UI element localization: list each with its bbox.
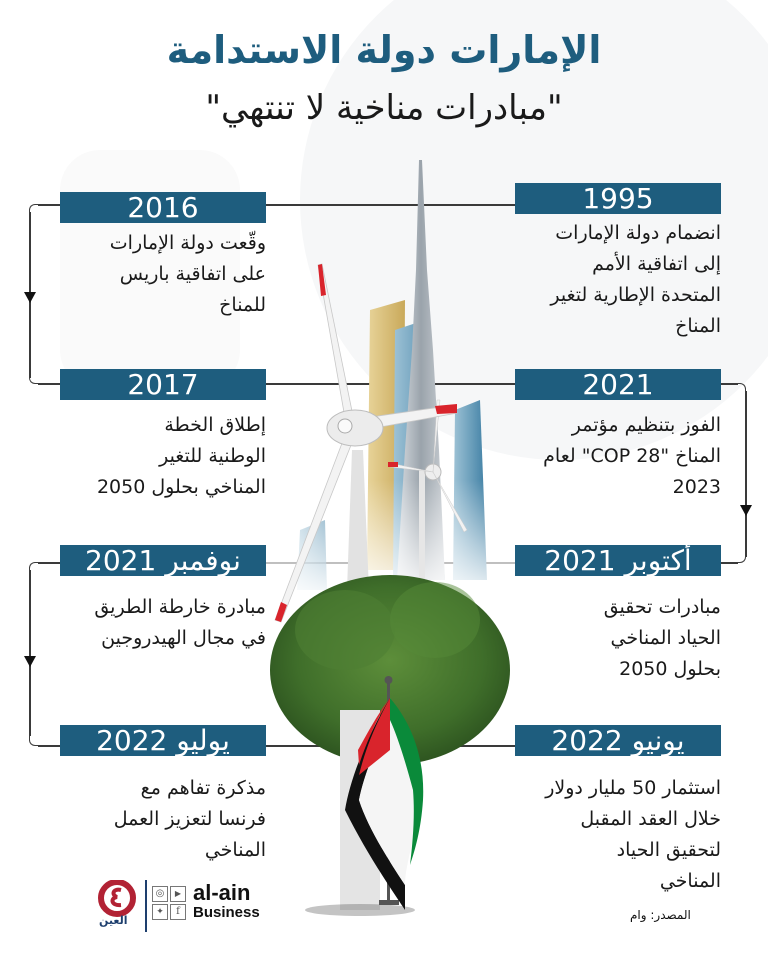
twitter-icon[interactable]: ✦ (152, 904, 168, 920)
page-title: الإمارات دولة الاستدامة (166, 28, 602, 72)
entry-description-november-2021: مبادرة خارطة الطريق في مجال الهيدروجين (94, 596, 266, 649)
year-badge-july-2022: يوليو 2022 (60, 725, 266, 756)
year-badge-june-2022: يونيو 2022 (515, 725, 721, 756)
brand-divider (145, 880, 147, 932)
brand-arabic-name: العين (99, 914, 128, 927)
youtube-icon[interactable]: ▶ (170, 886, 186, 902)
entry-description-october-2021: مبادرات تحقيق الحياد المناخي بحلول 2050 (603, 596, 721, 680)
entry-description-2017: إطلاق الخطة الوطنية للتغير المناخي بحلول 2050 (96, 414, 266, 498)
year-badge-2017: 2017 (60, 369, 266, 400)
page-subtitle: "مبادرات مناخية لا تنتهي" (205, 88, 563, 128)
connector-corner (29, 204, 40, 215)
connector-line (745, 391, 747, 557)
brand-english-subtitle: Business (193, 904, 260, 921)
source-credit: المصدر: وام (630, 908, 691, 922)
facebook-icon[interactable]: f (170, 904, 186, 920)
connector-corner (29, 562, 40, 573)
brand-english-name: al-ain (193, 880, 251, 905)
arrow-down-icon (24, 292, 36, 303)
entry-description-2021: الفوز بتنظيم مؤتمر المناخ "COP 28" لعام 2023 (543, 414, 721, 498)
entry-description-2016: وقّعت دولة الإمارات على اتفاقية باريس للمناخ (109, 232, 266, 316)
arrow-down-icon (740, 505, 752, 516)
connector-line (29, 570, 31, 736)
arrow-down-icon (24, 656, 36, 667)
instagram-icon[interactable]: ◎ (152, 886, 168, 902)
brand-footer (95, 880, 265, 940)
skyline-turbine-tree-illustration (255, 150, 525, 950)
social-icons (152, 886, 186, 920)
entry-description-1995: انضمام دولة الإمارات إلى اتفاقية الأمم المتحدة الإطارية لتغير المناخ (550, 222, 721, 337)
year-badge-october-2021: أكتوبر 2021 (515, 545, 721, 576)
year-badge-november-2021: نوفمبر 2021 (60, 545, 266, 576)
year-badge-1995: 1995 (515, 183, 721, 214)
entry-description-july-2022: مذكرة تفاهم مع فرنسا لتعزيز العمل المناخي (113, 777, 266, 861)
year-badge-2021: 2021 (515, 369, 721, 400)
entry-description-june-2022: استثمار 50 مليار دولار خلال العقد المقبل لتحقيق الحياد المناخي (545, 777, 721, 892)
year-badge-2016: 2016 (60, 192, 266, 223)
